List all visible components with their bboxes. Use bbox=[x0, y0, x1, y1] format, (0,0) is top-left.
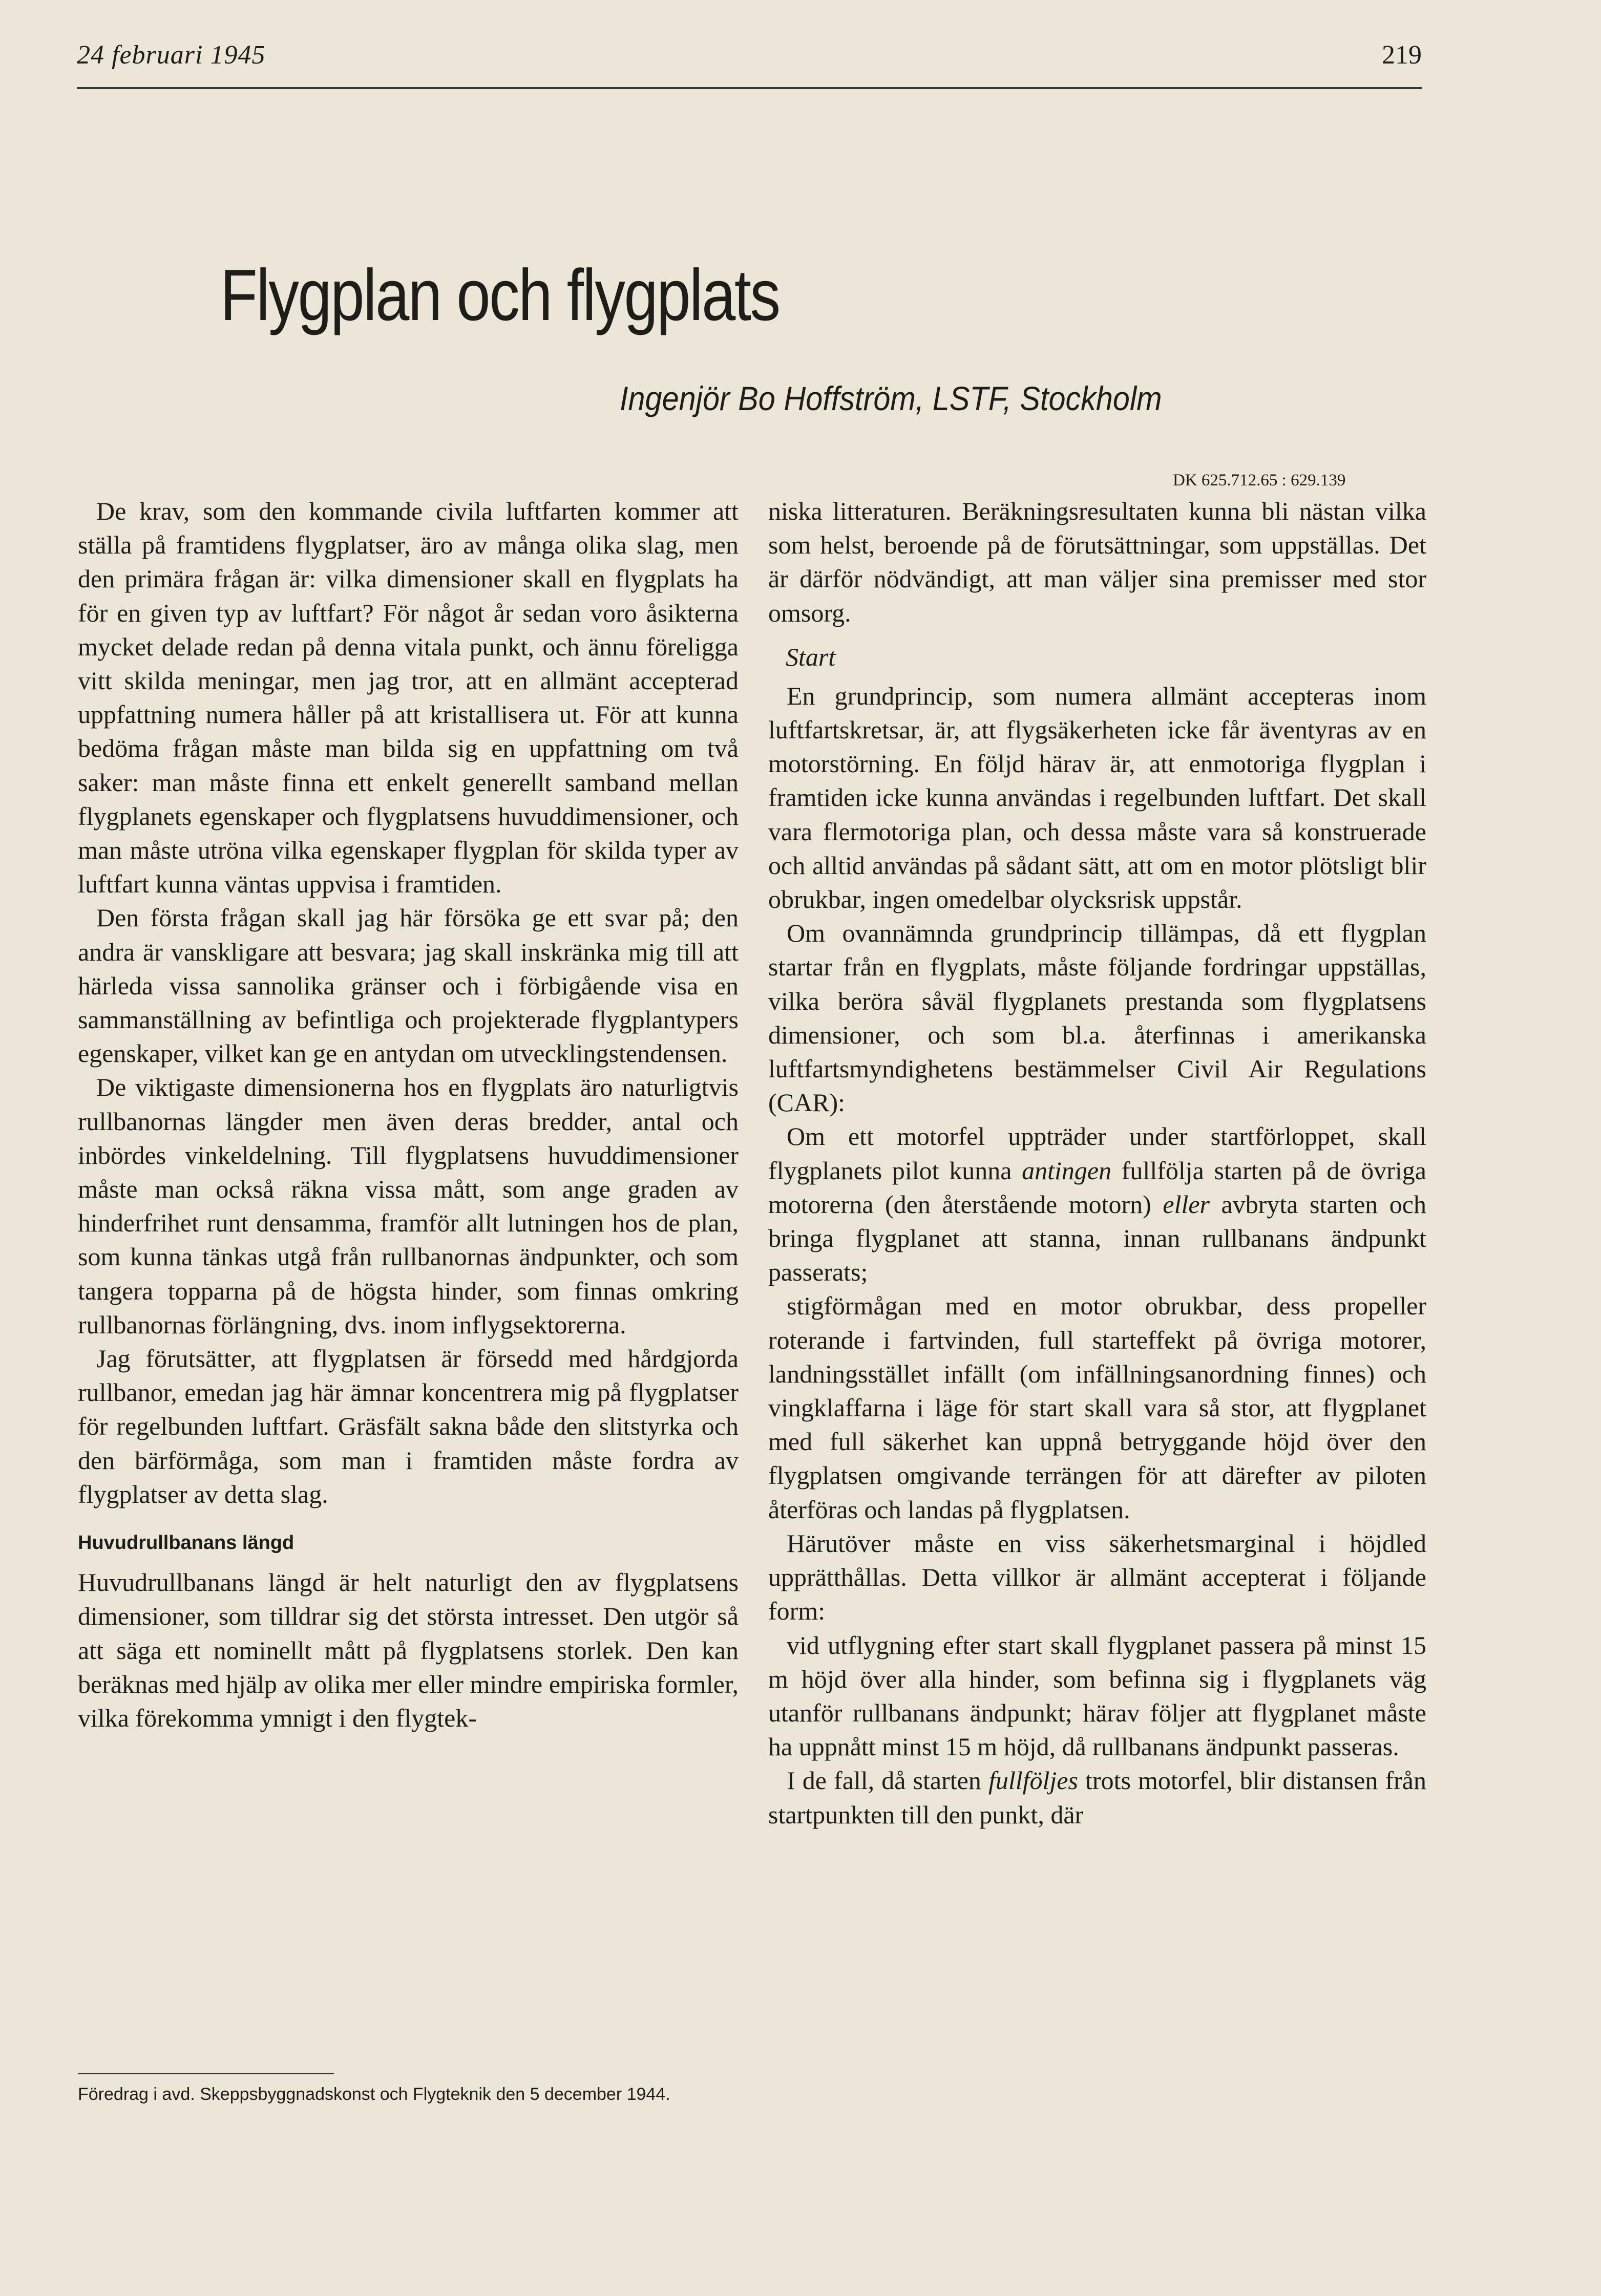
paragraph: Den första frågan skall jag här försöka ge ett svar på; den andra är vanskligare att besvara; jag skall inskränka mig till att härleda vissa sannolika gränser och i förbigående visa en sammanställning av befintliga och projekterade flygplantypers egenskaper, vilket kan ge en antydan om utvecklingstendensen. bbox=[78, 903, 739, 1068]
paragraph: stigförmågan med en motor obrukbar, dess propeller roterande i fartvinden, full starteffekt på övriga motorer, landningsstället infällt (om infällningsanordning finnes) och vingklaffarna i läge för start skall vara så stor, att flygplanet med full säkerhet kan uppnå betryggande höjd över den flygplatsen omgivande terrängen för att därefter av piloten återföras och landas på flygplatsen. bbox=[768, 1291, 1426, 1524]
emphasis: eller bbox=[1163, 1189, 1210, 1219]
emphasis: antingen bbox=[1022, 1156, 1112, 1185]
footnote-divider bbox=[78, 2073, 334, 2074]
paragraph bbox=[768, 1119, 1426, 1289]
article-byline: Ingenjör Bo Hoffström, LSTF, Stockholm bbox=[620, 379, 1162, 417]
text-run: Om ett motorfel uppträder under startförloppet, skall flygplanets pilot kunna bbox=[768, 1122, 1426, 1185]
text-run: I de fall, då starten bbox=[787, 1766, 988, 1795]
paragraph: En grundprincip, som numera allmänt accepteras inom luftfartskretsar, är, att flygsäkerheten icke får äventyras av en motorstörning. En följd härav är, att enmotoriga flygplan i framtiden icke kunna användas i regelbunden luftfart. Det skall vara flermotoriga plan, och dessa måste vara så konstruerade och alltid användas på sådant sätt, att om en motor plötsligt blir obrukbar, ingen omedelbar olycksrisk uppstår. bbox=[768, 681, 1426, 914]
left-column bbox=[78, 494, 739, 1735]
emphasis: fullföljes bbox=[988, 1766, 1078, 1795]
text-run: avbryta starten och bringa flygplanet att stanna, innan rullbanans ändpunkt passerats; bbox=[768, 1189, 1426, 1287]
paragraph: Huvudrullbanans längd är helt naturligt den av flygplatsens dimensioner, som tilldrar sig det största intresset. Den utgör så att säga ett nominellt mått på flygplatsens storlek. Den kan beräknas med hjälp av olika mer eller mindre empiriska formler, vilka förekomma ymnigt i den flygtek- bbox=[78, 1568, 739, 1732]
page-number: 219 bbox=[1382, 40, 1422, 70]
footnote: Föredrag i avd. Skeppsbyggnadskonst och Flygteknik den 5 december 1944. bbox=[78, 2085, 670, 2104]
paragraph bbox=[768, 1763, 1426, 1831]
text-run: fullfölja starten på de övriga motorerna (den återstående motorn) bbox=[768, 1156, 1426, 1219]
paragraph: Jag förutsätter, att flygplatsen är försedd med hårdgjorda rullbanor, emedan jag här ämnar koncentrera mig på flygplatser för regelbunden luftfart. Gräsfält sakna både den slitstyrka och den bärförmåga, som man i framtiden måste fordra av flygplatser av detta slag. bbox=[78, 1344, 739, 1508]
article-title: Flygplan och flygplats bbox=[220, 254, 780, 336]
section-heading: Start bbox=[786, 642, 836, 671]
paragraph: Härutöver måste en viss säkerhetsmarginal i höjdled upprätthållas. Detta villkor är allmänt accepterat i följande form: bbox=[768, 1528, 1426, 1626]
dk-classification: DK 625.712.65 : 629.139 bbox=[1173, 471, 1346, 490]
right-column bbox=[768, 494, 1426, 1832]
paragraph: vid utflygning efter start skall flygplanet passera på minst 15 m höjd över alla hinder, som befinna sig i flygplanets väg utanför rullbanans ändpunkt; härav följer att flygplanet måste ha uppnått minst 15 m höjd, då rullbanans ändpunkt passeras. bbox=[768, 1630, 1426, 1761]
paragraph: De krav, som den kommande civila luftfarten kommer att ställa på framtidens flygplatser, äro av många olika slag, men den primära frågan är: vilka dimensioner skall en flygplats ha för en given typ av luftfart? För något år sedan voro åsikterna mycket delade redan på denna vitala punkt, och ännu föreligga vitt skilda meningar, men jag tror, att en allmänt accepterad uppfattning numera håller på att kristallisera ut. För att kunna bedöma frågan måste man bilda sig en uppfattning om två saker: man måste finna ett enkelt generellt samband mellan flygplanets egenskaper och flygplatsens huvuddimensioner, och man måste utröna vilka egenskaper flygplan för skilda typer av luftfart kunna väntas uppvisa i framtiden. bbox=[78, 497, 739, 899]
text-run: trots motorfel, blir distansen från startpunkten till den punkt, där bbox=[768, 1766, 1426, 1829]
section-heading: Huvudrullbanans längd bbox=[78, 1532, 294, 1554]
paragraph: De viktigaste dimensionerna hos en flygplats äro naturligtvis rullbanornas längder men även deras bredder, antal och inbördes vinkeldelning. Till flygplatsens huvuddimensioner måste man också räkna vissa mått, som ange graden av hinderfrihet runt densamma, framför allt lutningen hos de plan, som kunna tänkas utgå från rullbanornas ändpunkter, och som tangera topparna på de högsta hinder, som finnas omkring rullbanornas förlängning, dvs. inom inflygsektorerna. bbox=[78, 1073, 739, 1339]
paragraph: niska litteraturen. Beräkningsresultaten kunna bli nästan vilka som helst, beroende på de förutsättningar, som uppställas. Det är därför nödvändigt, att man väljer sina premisser med stor omsorg. bbox=[768, 497, 1426, 627]
issue-date: 24 februari 1945 bbox=[77, 40, 266, 70]
running-header bbox=[77, 40, 1422, 89]
paragraph: Om ovannämnda grundprincip tillämpas, då ett flygplan startar från en flygplats, måste följande fordringar uppställas, vilka beröra såväl flygplanets prestanda som flygplatsens dimensioner, och som bl.a. återfinnas i amerikanska luftfartsmyndighetens bestämmelser Civil Air Regulations (CAR): bbox=[768, 919, 1426, 1117]
